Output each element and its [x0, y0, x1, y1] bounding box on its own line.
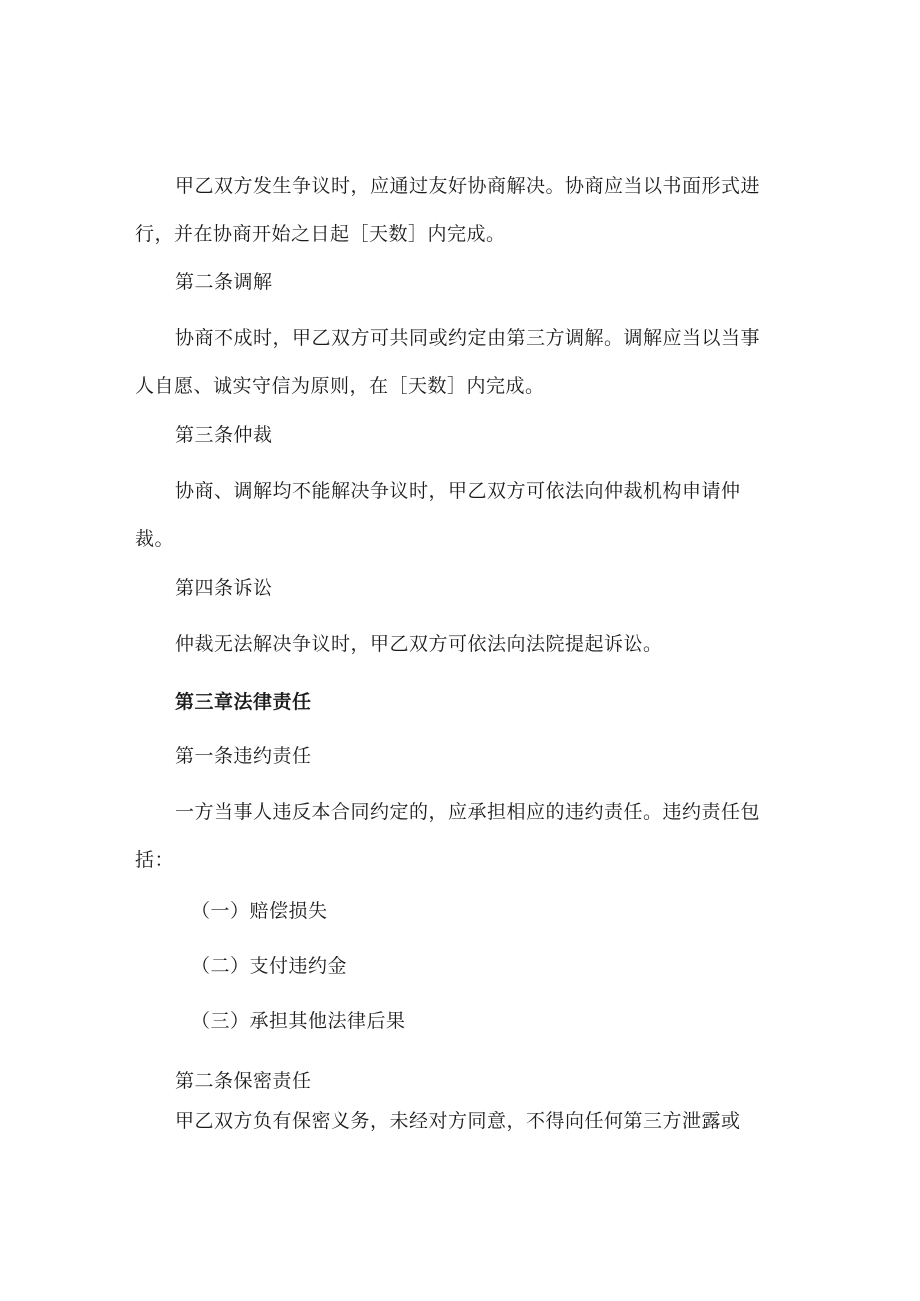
litigation-paragraph: 仲裁无法解决争议时，甲乙双方可依法向法院提起诉讼。	[175, 633, 663, 655]
confidentiality-paragraph: 甲乙双方负有保密义务，未经对方同意，不得向任何第三方泄露或	[175, 1110, 741, 1132]
arbitration-paragraph: 协商、调解均不能解决争议时，甲乙双方可依法向仲裁机构申请仲裁。	[135, 480, 741, 550]
list-item-compensation: （一）赔偿损失	[191, 900, 328, 922]
mediation-paragraph: 协商不成时，甲乙双方可共同或约定由第三方调解。调解应当以当事人自愿、诚实守信为原则，在［天数］内完成。	[135, 327, 761, 397]
article-confidentiality-heading: 第二条保密责任	[175, 1070, 312, 1092]
negotiation-paragraph: 甲乙双方发生争议时，应通过友好协商解决。协商应当以书面形式进行，并在协商开始之日起［天数］内完成。	[135, 175, 761, 245]
list-item-other-consequences: （三）承担其他法律后果	[191, 1010, 406, 1032]
article-litigation-heading: 第四条诉讼	[175, 577, 273, 599]
list-item-penalty: （二）支付违约金	[191, 955, 348, 977]
chapter-legal-liability-title: 第三章法律责任	[175, 691, 312, 713]
article-arbitration-heading: 第三条仲裁	[175, 424, 273, 446]
article-breach-heading: 第一条违约责任	[175, 745, 312, 767]
article-mediation-heading: 第二条调解	[175, 271, 273, 293]
breach-paragraph: 一方当事人违反本合同约定的，应承担相应的违约责任。违约责任包括：	[135, 801, 761, 871]
